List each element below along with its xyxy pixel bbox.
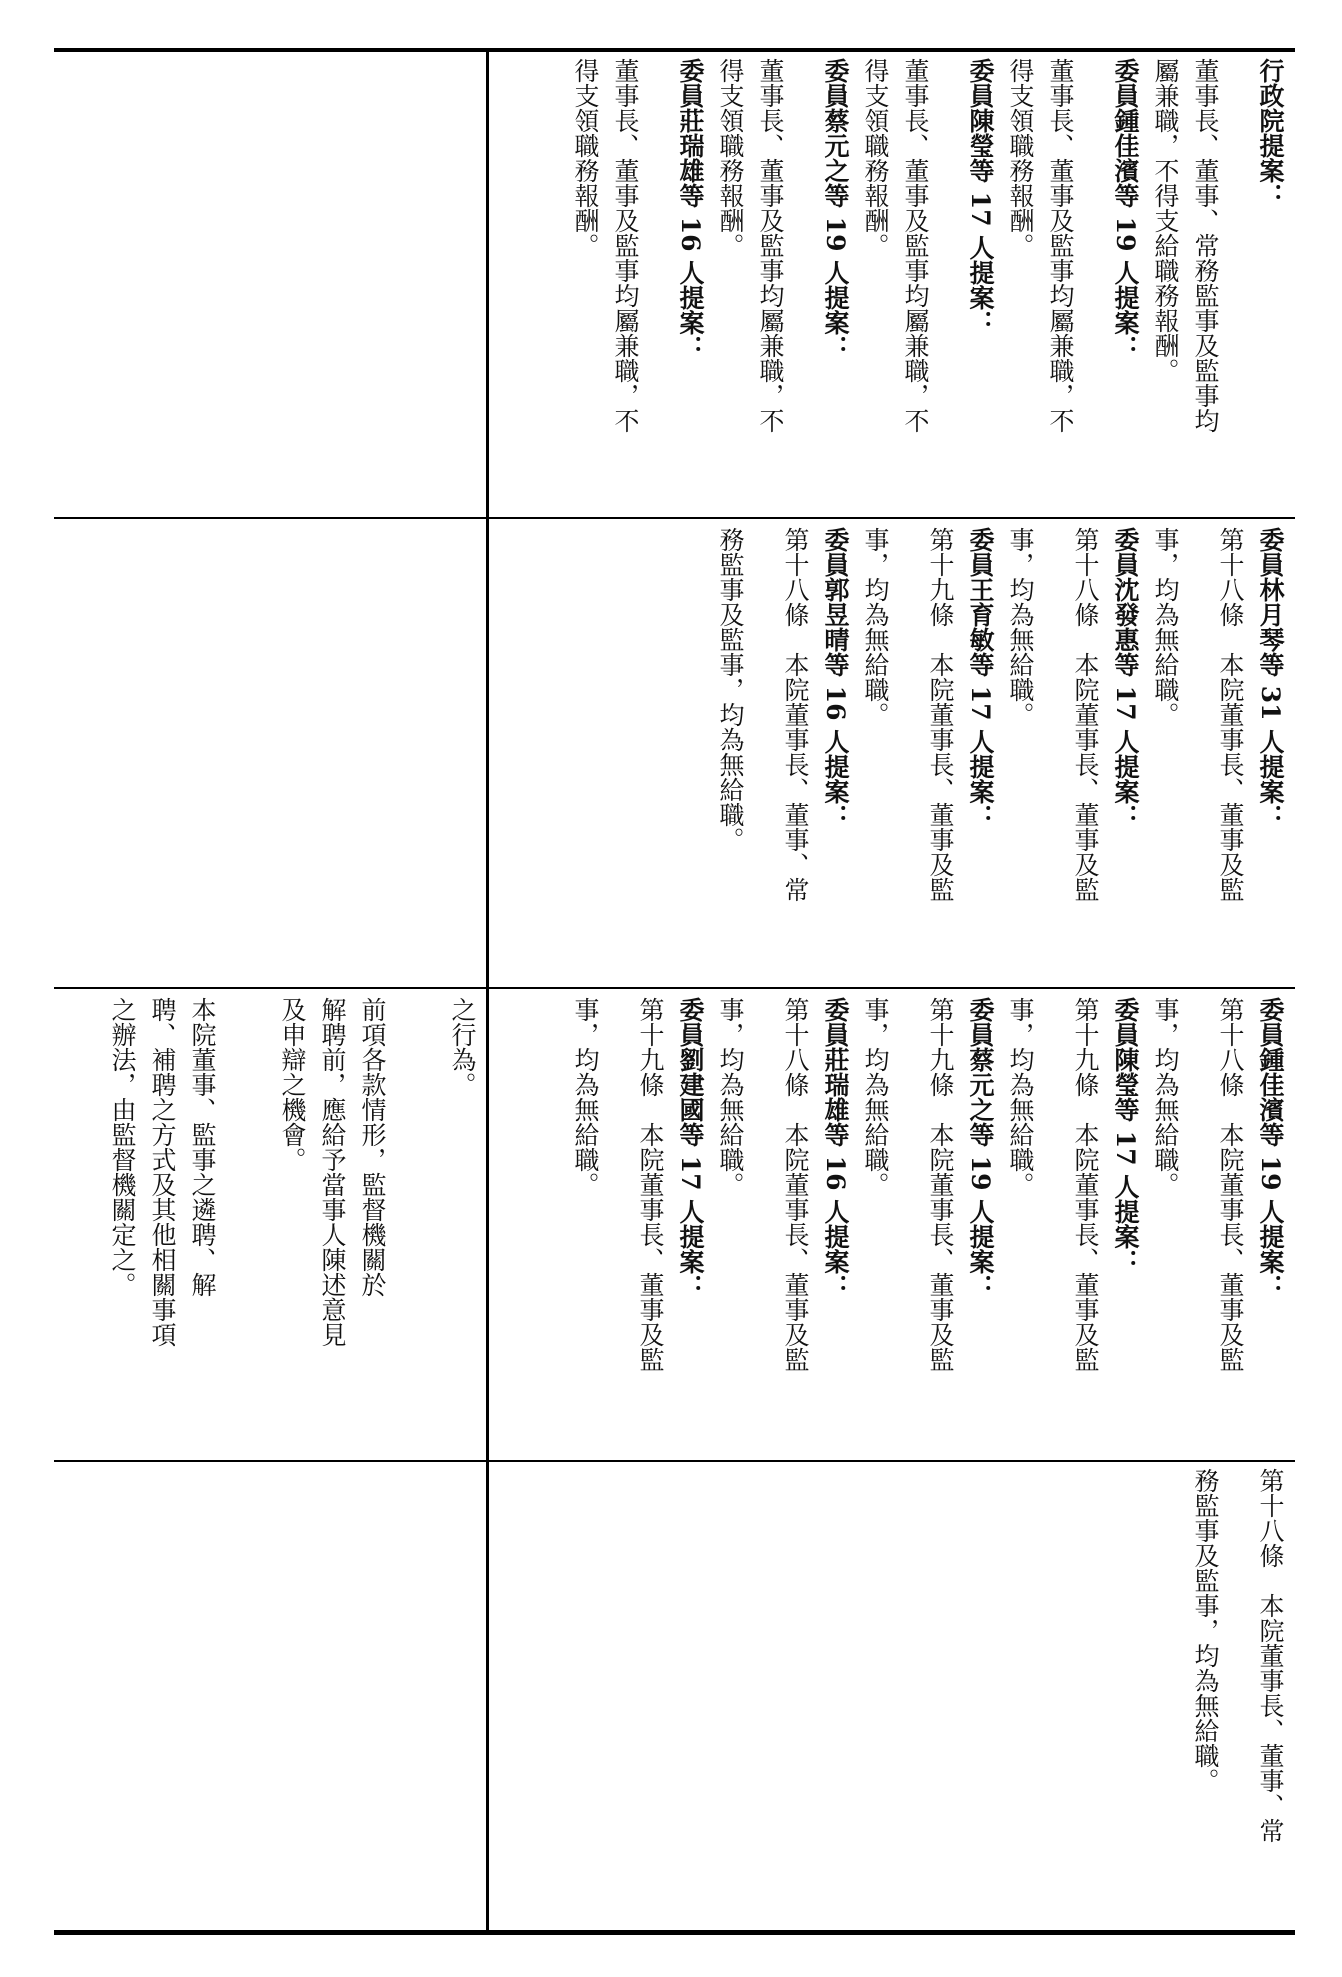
article-text: 務監事及監事，均為無給職。 [716,527,745,852]
law-text: 之辦法，由監督機關定之。 [108,997,137,1297]
row-divider-1 [54,517,1295,519]
law-text: 之行為。 [448,997,477,1097]
article-text: 第十八條 本院董事長、董事及監 [1071,527,1100,902]
article-text: 務監事及監事，均為無給職。 [1191,1468,1220,1793]
proposal-text: 董事長、董事及監事均屬兼職，不 [756,58,785,433]
article-text: 第十九條 本院董事長、董事及監 [926,527,955,902]
proposal-text: 得支領職務報酬。 [861,58,890,258]
article-text: 第十八條 本院董事長、董事及監 [781,997,810,1372]
row1-col1-cell [495,58,1290,513]
article-text: 第十八條 本院董事長、董事及監 [1216,997,1245,1372]
row3-col1-cell [495,997,1290,1455]
proposal-heading: 委員鍾佳濱等 19 人提案： [1111,58,1140,361]
proposal-heading: 委員劉建國等 17 人提案： [676,997,705,1300]
proposal-heading: 委員陳瑩等 17 人提案： [966,58,995,336]
row-divider-3 [54,1460,1295,1462]
article-text: 事，均為無給職。 [716,997,745,1197]
proposal-heading: 委員莊瑞雄等 16 人提案： [676,58,705,361]
article-text: 第十八條 本院董事長、董事及監 [1216,527,1245,902]
proposal-heading: 委員莊瑞雄等 16 人提案： [821,997,850,1300]
law-text: 及申辯之機會。 [278,997,307,1172]
proposal-heading: 委員蔡元之等 19 人提案： [966,997,995,1300]
proposal-heading: 委員郭昱晴等 16 人提案： [821,527,850,830]
row-divider-2 [54,987,1295,989]
article-text: 事，均為無給職。 [1006,527,1035,727]
proposal-text: 董事長、董事及監事均屬兼職，不 [611,58,640,433]
article-text: 事，均為無給職。 [861,527,890,727]
row3-col2-cell [66,997,482,1455]
proposal-text: 得支領職務報酬。 [716,58,745,258]
article-text: 第十九條 本院董事長、董事及監 [636,997,665,1372]
article-text: 事，均為無給職。 [571,997,600,1197]
proposal-text: 董事長、董事及監事均屬兼職，不 [1046,58,1075,433]
column-divider [486,50,489,1932]
proposal-heading: 委員鍾佳濱等 19 人提案： [1256,997,1285,1300]
article-text: 第十九條 本院董事長、董事及監 [926,997,955,1372]
row2-col1-cell [495,527,1290,982]
proposal-heading: 委員沈發惠等 17 人提案： [1111,527,1140,830]
proposal-heading: 行政院提案： [1256,58,1285,208]
article-text: 第十八條 本院董事長、董事、常 [781,527,810,902]
proposal-text: 得支領職務報酬。 [1006,58,1035,258]
article-text: 第十九條 本院董事長、董事及監 [1071,997,1100,1372]
row4-col1-cell [495,1468,1290,1926]
law-text: 本院董事、監事之遴聘、解 [188,997,217,1297]
proposal-text: 董事長、董事、常務監事及監事均 [1191,58,1220,433]
article-text: 事，均為無給職。 [1151,527,1180,727]
article-text: 事，均為無給職。 [1006,997,1035,1197]
proposal-heading: 委員林月琴等 31 人提案： [1256,527,1285,830]
article-text: 事，均為無給職。 [1151,997,1180,1197]
proposal-heading: 委員蔡元之等 19 人提案： [821,58,850,361]
article-text: 事，均為無給職。 [861,997,890,1197]
table-border-top [54,48,1295,52]
law-text: 解聘前，應給予當事人陳述意見 [318,997,347,1347]
article-text: 第十八條 本院董事長、董事、常 [1256,1468,1285,1843]
proposal-text: 得支領職務報酬。 [571,58,600,258]
proposal-heading: 委員陳瑩等 17 人提案： [1111,997,1140,1275]
law-text: 前項各款情形，監督機關於 [358,997,387,1297]
proposal-text: 董事長、董事及監事均屬兼職，不 [901,58,930,433]
proposal-text: 屬兼職，不得支給職務報酬。 [1151,58,1180,383]
proposal-heading: 委員王育敏等 17 人提案： [966,527,995,830]
table-border-bottom [54,1930,1295,1935]
law-text: 聘、補聘之方式及其他相關事項 [148,997,177,1347]
